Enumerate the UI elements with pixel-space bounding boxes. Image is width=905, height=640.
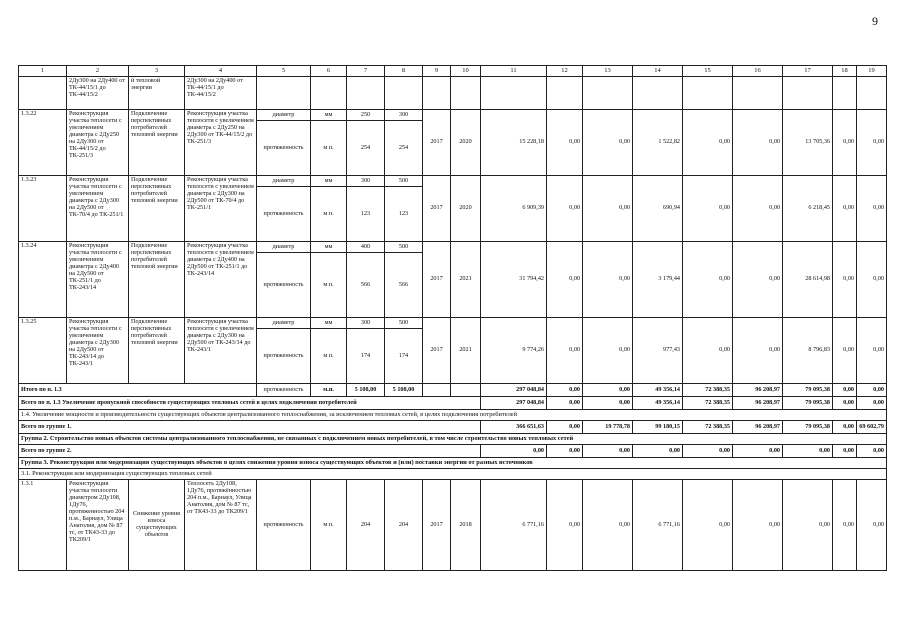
project-purpose-cell: Снижение уровня износа существующих объектов	[129, 480, 185, 571]
empty-cell	[833, 77, 857, 110]
column-number-5: 5	[257, 66, 311, 77]
cost-cell-v13: 0,00	[583, 176, 633, 242]
empty-cell	[857, 77, 887, 110]
param-after-cell: 500	[385, 176, 423, 187]
project-description-cell: 2Ду300 на 2Ду400 от ТК-44/15/1 до ТК-44/15/2	[185, 77, 257, 110]
column-number-row	[19, 66, 887, 77]
total-label: Всего по группе 1.	[19, 421, 481, 434]
table-row-project	[19, 176, 887, 187]
empty-cell	[311, 77, 347, 110]
project-description-cell: Теплосеть 2Ду108, 1Ду76, протяжённостью 204 п.м., Барнаул, Улица Анатолия, дом № 87 тс, от ТК43-33 до ТК209/1	[185, 480, 257, 571]
column-number-13: 13	[583, 66, 633, 77]
investment-program-table	[18, 65, 887, 571]
column-number-9: 9	[423, 66, 451, 77]
cost-cell-v16: 96 208,97	[733, 397, 783, 410]
cost-cell-v14: 49 356,14	[633, 397, 683, 410]
param-label-cell: протяженность	[257, 187, 311, 242]
param-after-cell: 123	[385, 187, 423, 242]
project-purpose-cell: Подключение перспективных потребителей тепловой энергии	[129, 110, 185, 176]
cost-cell-v13: 0,00	[583, 242, 633, 318]
param-after-cell: 254	[385, 121, 423, 176]
param-unit-cell: мм	[311, 318, 347, 329]
param-label-cell: диаметр	[257, 318, 311, 329]
param-after-cell: 300	[385, 110, 423, 121]
cost-cell-v16: 0,00	[733, 445, 783, 458]
cost-cell-v19: 0,00	[857, 480, 887, 571]
project-id-cell	[19, 77, 67, 110]
column-number-15: 15	[683, 66, 733, 77]
param-before-cell: 123	[347, 187, 385, 242]
project-name-cell: Реконструкция участка теплосети с увеличением диаметра с 2Ду400 на 2Ду500 от ТК-251/1 до ТК-243/14	[67, 242, 129, 318]
column-number-4: 4	[185, 66, 257, 77]
param-unit-cell: мм	[311, 110, 347, 121]
cost-cell-v18: 0,00	[833, 445, 857, 458]
param-before-cell: 174	[347, 329, 385, 384]
project-description-cell: Реконструкция участка теплосети с увеличением диаметра с 2Ду250 на 2Ду300 от ТК-44/15/2 до ТК-251/3	[185, 110, 257, 176]
cost-cell-v17: 0,00	[783, 445, 833, 458]
cost-cell-v16: 96 208,97	[733, 421, 783, 434]
column-number-2: 2	[67, 66, 129, 77]
cost-cell-v19: 0,00	[857, 445, 887, 458]
subtotal-row	[19, 384, 887, 397]
cost-cell-v17: 79 095,38	[783, 384, 833, 397]
cost-cell-v12: 0,00	[547, 110, 583, 176]
total-cost-cell: 9 774,26	[481, 318, 547, 384]
cost-cell-v14: 6 771,16	[633, 480, 683, 571]
cost-cell-v13: 0,00	[583, 397, 633, 410]
cost-cell-v18: 0,00	[833, 384, 857, 397]
empty-cell	[783, 77, 833, 110]
empty-cell	[733, 77, 783, 110]
param-unit-cell: м п.	[311, 480, 347, 571]
cost-cell-v16: 0,00	[733, 110, 783, 176]
project-name-cell: Реконструкция участка теплосети с увеличением диаметра с 2Ду250 на 2Ду300 от ТК-44/15/2 до ТК-251/3	[67, 110, 129, 176]
empty-cell	[481, 77, 547, 110]
subtotal-label: Итого по п. 1.3	[19, 384, 257, 397]
empty-cell	[385, 77, 423, 110]
cost-cell-v16: 96 208,97	[733, 384, 783, 397]
cost-cell-v15: 0,00	[683, 445, 733, 458]
total-cost-cell: 31 794,42	[481, 242, 547, 318]
group-heading: Группа 3. Реконструкция или модернизация существующих объектов в целях снижения уровня износа существующих объектов и (или) поставки энергии от разных источников	[19, 458, 887, 469]
empty-cell	[423, 384, 451, 397]
section-row-3-1	[19, 469, 887, 480]
column-number-17: 17	[783, 66, 833, 77]
project-purpose-cell: й тепловой энергии	[129, 77, 185, 110]
column-number-19: 19	[857, 66, 887, 77]
total-cost-cell: 366 651,63	[481, 421, 547, 434]
cost-cell-v18: 0,00	[833, 480, 857, 571]
cost-cell-v12: 0,00	[547, 397, 583, 410]
param-before-cell: 204	[347, 480, 385, 571]
empty-cell	[583, 77, 633, 110]
empty-cell	[347, 77, 385, 110]
cost-cell-v13: 0,00	[583, 445, 633, 458]
empty-cell	[451, 77, 481, 110]
param-before-cell: 5 108,00	[347, 384, 385, 397]
cost-cell-v12: 0,00	[547, 176, 583, 242]
cost-cell-v17: 6 218,45	[783, 176, 833, 242]
cost-cell-v13: 19 778,78	[583, 421, 633, 434]
param-unit-cell: мм	[311, 176, 347, 187]
group-total-row	[19, 421, 887, 434]
param-after-cell: 566	[385, 253, 423, 318]
cost-cell-v12: 0,00	[547, 480, 583, 571]
cost-cell-v18: 0,00	[833, 318, 857, 384]
param-label-cell: протяженность	[257, 329, 311, 384]
empty-cell	[547, 77, 583, 110]
year-end-cell: 2021	[451, 318, 481, 384]
column-number-10: 10	[451, 66, 481, 77]
cost-cell-v12: 0,00	[547, 421, 583, 434]
project-name-cell: 2Ду300 на 2Ду400 от ТК-44/15/1 до ТК-44/15/2	[67, 77, 129, 110]
year-start-cell: 2017	[423, 110, 451, 176]
column-number-16: 16	[733, 66, 783, 77]
param-after-cell: 500	[385, 242, 423, 253]
group-total-row	[19, 445, 887, 458]
total-cost-cell: 6 909,39	[481, 176, 547, 242]
param-label-cell: протяженность	[257, 121, 311, 176]
total-cost-cell: 6 771,16	[481, 480, 547, 571]
empty-cell	[683, 77, 733, 110]
cost-cell-v15: 0,00	[683, 110, 733, 176]
section-heading: 1.4. Увеличение мощности и производительности существующих объектов централизованного теплоснабжения, за исключением тепловых сетей, в целях подключения потребителей	[19, 410, 887, 421]
param-after-cell: 204	[385, 480, 423, 571]
empty-cell	[633, 77, 683, 110]
param-after-cell: 5 108,00	[385, 384, 423, 397]
column-number-7: 7	[347, 66, 385, 77]
param-label-cell: диаметр	[257, 176, 311, 187]
cost-cell-v13: 0,00	[583, 384, 633, 397]
table-row-project	[19, 318, 887, 329]
cost-cell-v17: 28 614,98	[783, 242, 833, 318]
group-heading-row	[19, 458, 887, 469]
cost-cell-v18: 0,00	[833, 176, 857, 242]
cost-cell-v12: 0,00	[547, 242, 583, 318]
year-start-cell: 2017	[423, 176, 451, 242]
cost-cell-v15: 72 388,35	[683, 384, 733, 397]
param-label-cell: диаметр	[257, 110, 311, 121]
total-label: Всего по п. 1.3 Увеличение пропускной способности существующих тепловых сетей в целях подключения потребителей	[19, 397, 481, 410]
project-name-cell: Реконструкция участка теплосети с увеличением диаметра с 2Ду300 на 2Ду500 от ТК-243/14 до ТК-243/1	[67, 318, 129, 384]
cost-cell-v13: 0,00	[583, 110, 633, 176]
cost-cell-v12: 0,00	[547, 384, 583, 397]
column-number-8: 8	[385, 66, 423, 77]
cost-cell-v19: 0,00	[857, 110, 887, 176]
project-name-cell: Реконструкция участка теплосети диаметром 2Ду108, 1Ду76, протяженностью 204 п.м., Барнаул, Улица Анатолия, дом № 87 тс, от ТК43-33 до ТК209/1	[67, 480, 129, 571]
table-row-project	[19, 480, 887, 571]
param-before-cell: 254	[347, 121, 385, 176]
cost-cell-v19: 0,00	[857, 318, 887, 384]
param-unit-cell: м п.	[311, 121, 347, 176]
cost-cell-v19: 0,00	[857, 242, 887, 318]
param-unit-cell: м п.	[311, 253, 347, 318]
param-before-cell: 300	[347, 318, 385, 329]
group-heading-row	[19, 434, 887, 445]
column-number-18: 18	[833, 66, 857, 77]
total-cost-cell: 297 048,84	[481, 384, 547, 397]
cost-cell-v13: 0,00	[583, 318, 633, 384]
project-id-cell: 1.3.25	[19, 318, 67, 384]
cost-cell-v16: 0,00	[733, 318, 783, 384]
project-id-cell: 1.3.1	[19, 480, 67, 571]
column-number-11: 11	[481, 66, 547, 77]
param-unit-cell: м п.	[311, 187, 347, 242]
total-label: Всего по группе 2.	[19, 445, 481, 458]
total-cost-cell: 297 048,84	[481, 397, 547, 410]
cost-cell-v15: 0,00	[683, 242, 733, 318]
cost-cell-v14: 49 356,14	[633, 384, 683, 397]
total-cost-cell: 15 228,18	[481, 110, 547, 176]
cost-cell-v18: 0,00	[833, 110, 857, 176]
section-row-1-4	[19, 410, 887, 421]
param-before-cell: 400	[347, 242, 385, 253]
cost-cell-v14: 3 179,44	[633, 242, 683, 318]
project-id-cell: 1.3.24	[19, 242, 67, 318]
year-start-cell: 2017	[423, 480, 451, 571]
cost-cell-v19: 0,00	[857, 397, 887, 410]
table-row-continuation	[19, 77, 887, 110]
year-end-cell: 2020	[451, 110, 481, 176]
param-before-cell: 300	[347, 176, 385, 187]
param-before-cell: 566	[347, 253, 385, 318]
empty-cell	[451, 384, 481, 397]
cost-cell-v14: 99 180,15	[633, 421, 683, 434]
cost-cell-v19: 0,00	[857, 384, 887, 397]
project-id-cell: 1.3.22	[19, 110, 67, 176]
cost-cell-v18: 0,00	[833, 397, 857, 410]
cost-cell-v17: 8 796,83	[783, 318, 833, 384]
param-label-cell: протяженность	[257, 253, 311, 318]
group-heading: Группа 2. Строительство новых объектов системы централизованного теплоснабжения, не связанных с подключением новых потребителей, в том числе строительство новых тепловых сетей	[19, 434, 887, 445]
param-label-cell: диаметр	[257, 242, 311, 253]
column-number-3: 3	[129, 66, 185, 77]
cost-cell-v12: 0,00	[547, 445, 583, 458]
param-unit-cell: мм	[311, 242, 347, 253]
cost-cell-v17: 79 095,38	[783, 397, 833, 410]
project-description-cell: Реконструкция участка теплосети с увеличением диаметра с 2Ду300 на 2Ду500 от ТК-243/14 до ТК-243/1	[185, 318, 257, 384]
column-number-1: 1	[19, 66, 67, 77]
cost-cell-v12: 0,00	[547, 318, 583, 384]
cost-cell-v15: 72 388,35	[683, 397, 733, 410]
project-purpose-cell: Подключение перспективных потребителей тепловой энергии	[129, 242, 185, 318]
param-after-cell: 500	[385, 318, 423, 329]
year-end-cell: 2018	[451, 480, 481, 571]
table-row-project	[19, 110, 887, 121]
cost-cell-v17: 79 095,38	[783, 421, 833, 434]
param-after-cell: 174	[385, 329, 423, 384]
cost-cell-v14: 690,94	[633, 176, 683, 242]
cost-cell-v14: 0,00	[633, 445, 683, 458]
project-purpose-cell: Подключение перспективных потребителей тепловой энергии	[129, 176, 185, 242]
project-purpose-cell: Подключение перспективных потребителей тепловой энергии	[129, 318, 185, 384]
section-heading: 3.1. Реконструкция или модернизация существующих тепловых сетей	[19, 469, 887, 480]
param-label-cell: протяженность	[257, 384, 311, 397]
cost-cell-v15: 0,00	[683, 318, 733, 384]
cost-cell-v13: 0,00	[583, 480, 633, 571]
table-body	[19, 66, 887, 571]
param-label-cell: протяженность	[257, 480, 311, 571]
project-description-cell: Реконструкция участка теплосети с увеличением диаметра с 2Ду300 на 2Ду500 от ТК-70/4 до ТК-251/1	[185, 176, 257, 242]
year-end-cell: 2021	[451, 242, 481, 318]
param-unit-cell: м п.	[311, 329, 347, 384]
total-row	[19, 397, 887, 410]
page-number: 9	[872, 14, 878, 28]
cost-cell-v18: 0,00	[833, 242, 857, 318]
year-start-cell: 2017	[423, 242, 451, 318]
cost-cell-v16: 0,00	[733, 480, 783, 571]
cost-cell-v16: 0,00	[733, 242, 783, 318]
empty-cell	[257, 77, 311, 110]
cost-cell-v18: 0,00	[833, 421, 857, 434]
param-unit-cell: м.п.	[311, 384, 347, 397]
project-description-cell: Реконструкция участка теплосети с увеличением диаметра с 2Ду400 на 2Ду500 от ТК-251/1 до ТК-243/14	[185, 242, 257, 318]
cost-cell-v15: 0,00	[683, 176, 733, 242]
empty-cell	[423, 77, 451, 110]
cost-cell-v15: 0,00	[683, 480, 733, 571]
cost-cell-v16: 0,00	[733, 176, 783, 242]
cost-cell-v14: 977,43	[633, 318, 683, 384]
cost-cell-v19: 0,00	[857, 176, 887, 242]
cost-cell-v14: 1 522,82	[633, 110, 683, 176]
param-before-cell: 250	[347, 110, 385, 121]
cost-cell-v19: 69 602,79	[857, 421, 887, 434]
cost-cell-v17: 13 705,36	[783, 110, 833, 176]
total-cost-cell: 0,00	[481, 445, 547, 458]
year-end-cell: 2020	[451, 176, 481, 242]
cost-cell-v17: 0,00	[783, 480, 833, 571]
column-number-6: 6	[311, 66, 347, 77]
project-name-cell: Реконструкция участка теплосети с увеличением диаметра с 2Ду300 на 2Ду500 от ТК-70/4 до ТК-251/1	[67, 176, 129, 242]
cost-cell-v15: 72 388,35	[683, 421, 733, 434]
column-number-14: 14	[633, 66, 683, 77]
column-number-12: 12	[547, 66, 583, 77]
table-row-project	[19, 242, 887, 253]
year-start-cell: 2017	[423, 318, 451, 384]
project-id-cell: 1.3.23	[19, 176, 67, 242]
